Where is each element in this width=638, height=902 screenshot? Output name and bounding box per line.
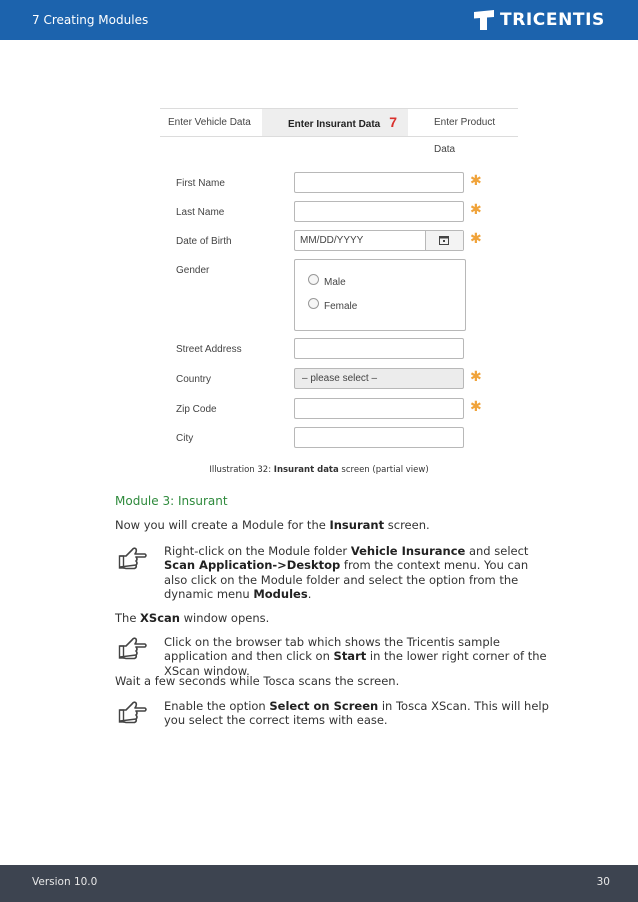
- required-icon: ✱: [470, 231, 482, 247]
- tab-enter-insurant-data: [262, 109, 408, 136]
- calendar-button: [425, 231, 463, 250]
- step1-text-a: Right-click on the Module folder: [164, 544, 351, 558]
- step2-text-a: Click on the browser tab which shows the Tricentis sample application and then click on: [164, 635, 500, 664]
- caption-prefix: Illustration 32:: [209, 465, 274, 475]
- step1-text-e: from the context menu. You can also click on the Module folder and select the option from the dynamic menu: [164, 558, 529, 601]
- insurant-data-illustration: [160, 108, 518, 458]
- intro-text-end: screen.: [384, 518, 430, 532]
- first-name-label: First Name: [176, 178, 225, 189]
- step2-text-c: in the lower right corner of the XScan window.: [164, 649, 547, 678]
- chapter-title: 7 Creating Modules: [32, 13, 149, 27]
- pointing-hand-icon: [117, 545, 147, 571]
- step-click-start: [164, 635, 554, 678]
- step3-text-c: in Tosca XScan. This will help you select the correct items with ease.: [164, 699, 549, 728]
- required-icon: ✱: [470, 202, 482, 218]
- last-name-label: Last Name: [176, 207, 225, 218]
- tab-label: Enter Insurant Data: [288, 119, 381, 130]
- date-placeholder: MM/DD/YYYY: [300, 235, 364, 246]
- date-of-birth-field: [294, 230, 464, 251]
- wait-paragraph: Wait a few seconds while Tosca scans the screen.: [115, 674, 400, 688]
- wizard-tabs: [160, 108, 518, 155]
- male-label: Male: [324, 277, 346, 288]
- gender-radio-group: [294, 259, 466, 331]
- xscan-paragraph: [115, 611, 269, 626]
- step1-text-g: .: [307, 586, 312, 601]
- xscan-text-end: window opens.: [179, 611, 270, 625]
- male-radio: [308, 274, 319, 285]
- street-address-label: Street Address: [176, 344, 242, 355]
- page-footer: [0, 865, 638, 902]
- city-label: City: [176, 433, 194, 444]
- zip-code-label: Zip Code: [176, 404, 217, 415]
- step1-text-c: and select: [465, 544, 529, 558]
- tricentis-logo-icon: [474, 10, 494, 30]
- pointing-hand-icon: [117, 635, 147, 661]
- step1-bold-d: Scan Application->Desktop: [164, 558, 341, 573]
- tab-count-badge: 7: [389, 114, 398, 130]
- page-number: 30: [596, 876, 610, 888]
- tab-enter-vehicle-data: Enter Vehicle Data: [168, 117, 251, 128]
- country-select: – please select –: [294, 368, 464, 389]
- intro-text: Now you will create a Module for the: [115, 518, 330, 532]
- intro-bold: Insurant: [329, 518, 385, 532]
- tab-enter-product-data: Enter Product Data: [434, 117, 496, 155]
- step-select-on-screen: [164, 699, 554, 728]
- logo-wordmark: TRICENTIS: [500, 10, 605, 30]
- required-icon: ✱: [470, 369, 482, 385]
- last-name-field: [294, 201, 464, 222]
- xscan-text: The: [115, 611, 141, 625]
- female-label: Female: [324, 301, 358, 312]
- step1-bold-b: Vehicle Insurance: [350, 544, 466, 558]
- step2-bold-b: Start: [333, 649, 367, 664]
- step3-bold-b: Select on Screen: [269, 699, 379, 713]
- xscan-bold: XScan: [140, 611, 180, 625]
- tricentis-logo: [474, 9, 605, 31]
- caption-bold: Insurant data: [273, 465, 339, 475]
- page-header: [0, 0, 638, 40]
- pointing-hand-icon: [117, 699, 147, 725]
- country-label: Country: [176, 374, 212, 385]
- illustration-caption: [0, 465, 638, 475]
- required-icon: ✱: [470, 399, 482, 415]
- step1-bold-f: Modules: [253, 586, 308, 601]
- section-title: Module 3: Insurant: [115, 494, 228, 508]
- street-address-field: [294, 338, 464, 359]
- intro-paragraph: [115, 518, 430, 533]
- gender-label: Gender: [176, 265, 210, 276]
- city-field: [294, 427, 464, 448]
- caption-suffix: screen (partial view): [338, 465, 429, 475]
- zip-code-field: [294, 398, 464, 419]
- version-label: Version 10.0: [32, 876, 98, 888]
- first-name-field: [294, 172, 464, 193]
- step-scan-application: [164, 544, 554, 601]
- calendar-icon: [439, 235, 449, 245]
- step3-text-a: Enable the option: [164, 699, 270, 713]
- date-of-birth-label: Date of Birth: [176, 236, 232, 247]
- female-radio: [308, 298, 319, 309]
- required-icon: ✱: [470, 173, 482, 189]
